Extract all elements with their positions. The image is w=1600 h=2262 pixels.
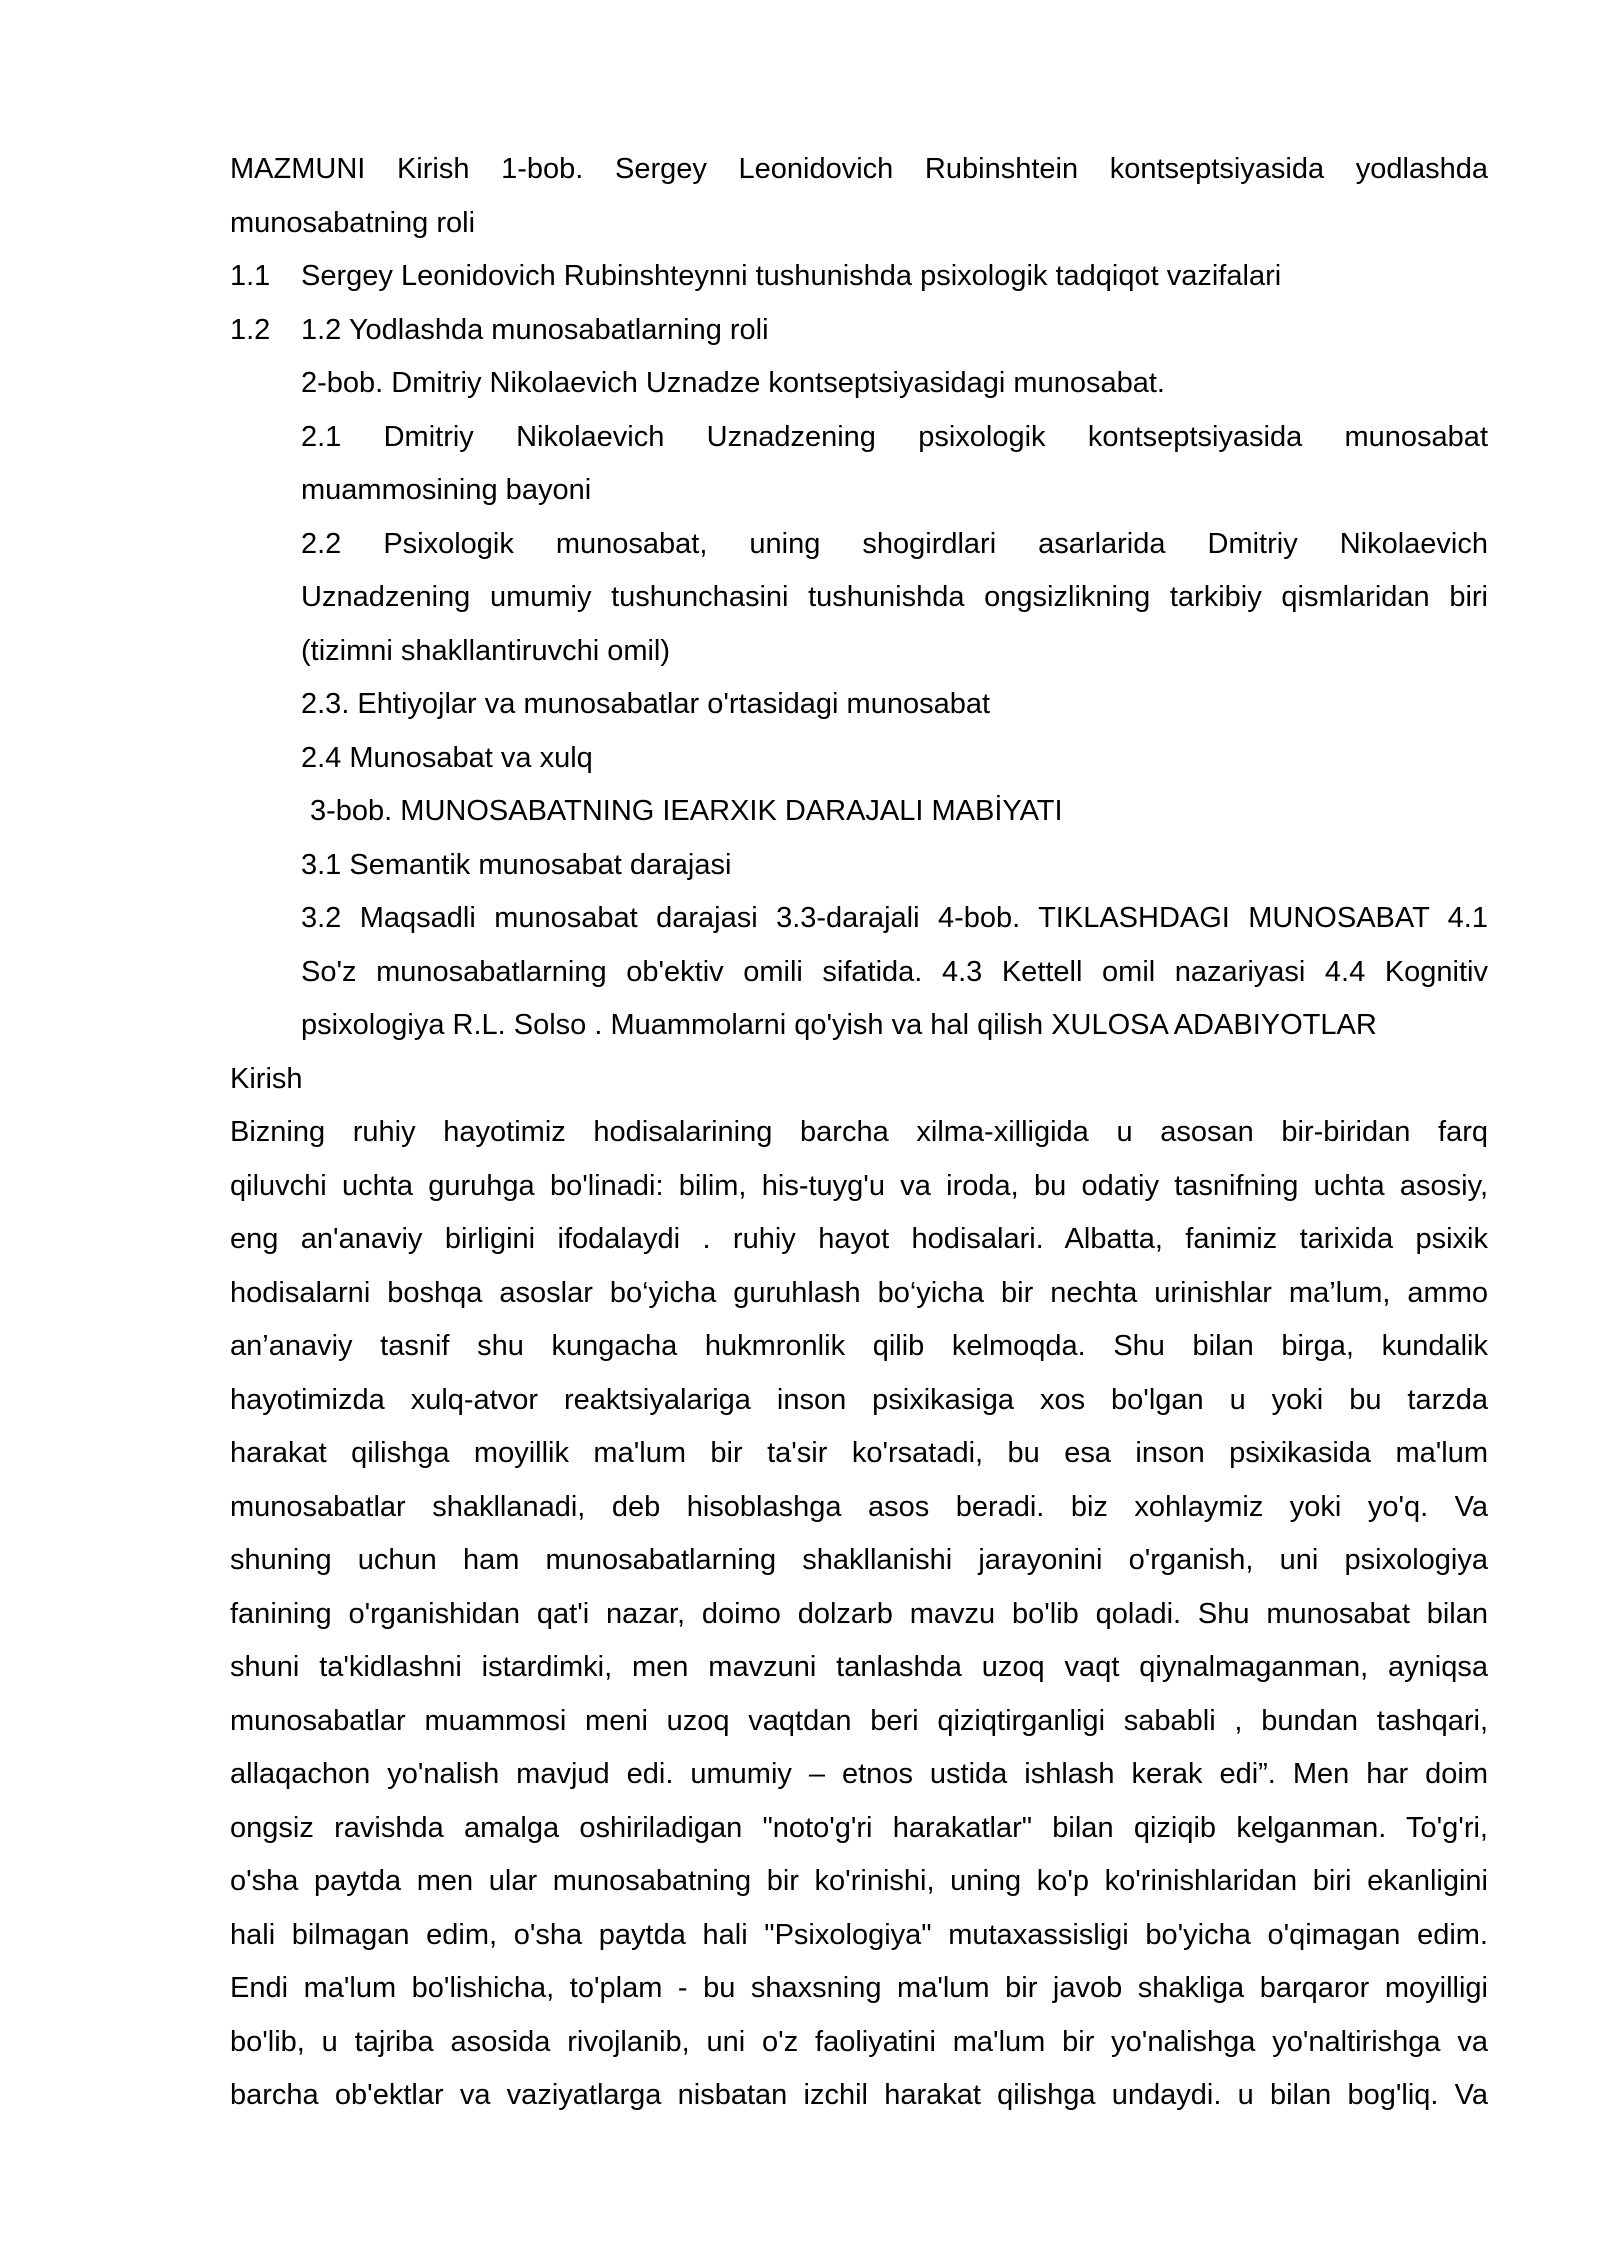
toc-line: munosabatning roli	[230, 206, 476, 239]
toc-chapter-3	[301, 785, 1488, 839]
toc-section-3-1: 3.1 Semantik munosabat darajasi	[301, 848, 732, 881]
paragraph-line: o'sha paytda men ular munosabatning bir ko'rinishi, uning ko'p ko'rinishlaridan biri ekanligini	[230, 1865, 1488, 1897]
paragraph-line: allaqachon yo'nalish mavjud edi. umumiy – etnos ustida ishlash kerak edi”. Men har doim	[230, 1758, 1488, 1790]
toc-chapter-3-text: 3-bob. MUNOSABATNING IEARXIK DARAJALI MABİYATI	[310, 795, 1063, 827]
paragraph-line: hayotimizda xulq-atvor reaktsiyalariga inson psixikasiga xos bo'lgan u yoki bu tarzda	[230, 1383, 1488, 1416]
paragraph-line: shuning uchun ham munosabatlarning shakllanishi jarayonini o'rganish, uni psixologiya	[230, 1544, 1488, 1576]
toc-item-1-1	[230, 250, 1488, 304]
toc-item-text: 1.2 Yodlashda munosabatlarning roli	[301, 313, 769, 346]
toc-section-3-2-cont: So'z munosabatlarning ob'ektiv omili sifatida. 4.3 Kettell omil nazariyasi 4.4 Kognitiv	[301, 955, 1488, 988]
toc-section-2-1-cont: muammosining bayoni	[301, 474, 592, 506]
paragraph-line: munosabatlar muammosi meni uzoq vaqtdan beri qiziqtirganligi sababli , bundan tashqari,	[230, 1704, 1488, 1737]
toc-line: MAZMUNI Kirish 1-bob. Sergey Leonidovich Rubinshtein kontseptsiyasida yodlashda	[230, 153, 1488, 185]
toc-item-number: 1.2	[230, 313, 271, 346]
paragraph-line: fanining o'rganishidan qat'i nazar, doimo dolzarb mavzu bo'lib qoladi. Shu munosabat bilan	[230, 1597, 1488, 1630]
toc-item-1-2	[230, 304, 1488, 358]
toc-section-3-2: 3.2 Maqsadli munosabat darajasi 3.3-darajali 4-bob. TIKLASHDAGI MUNOSABAT 4.1	[301, 902, 1488, 934]
table-of-contents	[230, 143, 1488, 1053]
toc-chapter-2: 2-bob. Dmitriy Nikolaevich Uznadze kontseptsiyasidagi munosabat.	[301, 367, 1165, 399]
toc-section-2-2: 2.2 Psixologik munosabat, uning shogirdlari asarlarida Dmitriy Nikolaevich	[301, 527, 1488, 560]
paragraph-line: eng an'anaviy birligini ifodalaydi . ruhiy hayot hodisalari. Albatta, fanimiz tarixida psixik	[230, 1223, 1488, 1255]
toc-section-3-2-cont: psixologiya R.L. Solso . Muammolarni qo'yish va hal qilish XULOSA ADABIYOTLAR	[301, 1009, 1377, 1041]
toc-section-2-4: 2.4 Munosabat va xulq	[301, 741, 593, 774]
paragraph-line: an’anaviy tasnif shu kungacha hukmronlik qilib kelmoqda. Shu bilan birga, kundalik	[230, 1330, 1488, 1362]
toc-section-2-1: 2.1 Dmitriy Nikolaevich Uznadzening psixologik kontseptsiyasida munosabat	[301, 420, 1488, 453]
paragraph-line: qiluvchi uchta guruhga bo'linadi: bilim, his-tuyg'u va iroda, bu odatiy tasnifning uchta asosiy,	[230, 1169, 1488, 1202]
toc-indented-block	[230, 357, 1488, 1053]
intro-heading: Kirish	[230, 1062, 303, 1095]
paragraph-line: barcha ob'ektlar va vaziyatlarga nisbatan izchil harakat qilishga undaydi. u bilan bog'liq. Va	[230, 2079, 1488, 2111]
paragraph-line: munosabatlar shakllanadi, deb hisoblashga asos beradi. biz xohlaymiz yoki yo'q. Va	[230, 1490, 1488, 1523]
toc-item-text: Sergey Leonidovich Rubinshteynni tushunishda psixologik tadqiqot vazifalari	[301, 260, 1282, 292]
paragraph-line: ongsiz ravishda amalga oshiriladigan "noto'g'ri harakatlar" bilan qiziqib kelganman. To'g'ri,	[230, 1811, 1488, 1844]
toc-section-2-3: 2.3. Ehtiyojlar va munosabatlar o'rtasidagi munosabat	[301, 688, 991, 720]
paragraph-line: shuni ta'kidlashni istardimki, men mavzuni tanlashda uzoq vaqt qiynalmaganman, ayniqsa	[230, 1651, 1488, 1683]
toc-section-2-2-cont: (tizimni shakllantiruvchi omil)	[301, 634, 671, 667]
intro-paragraph	[230, 1106, 1488, 2123]
paragraph-line: Bizning ruhiy hayotimiz hodisalarining barcha xilma-xilligida u asosan bir-biridan farq	[230, 1116, 1488, 1148]
toc-item-number: 1.1	[230, 260, 271, 292]
toc-section-2-2-cont: Uznadzening umumiy tushunchasini tushunishda ongsizlikning tarkibiy qismlaridan biri	[301, 581, 1488, 613]
paragraph-line: hali bilmagan edim, o'sha paytda hali "Psixologiya" mutaxassisligi bo'yicha o'qimagan edim.	[230, 1918, 1488, 1951]
paragraph-line: harakat qilishga moyillik ma'lum bir ta'sir ko'rsatadi, bu esa inson psixikasida ma'lum	[230, 1437, 1488, 1469]
document-page	[230, 143, 1488, 2123]
paragraph-line: Endi ma'lum bo'lishicha, to'plam - bu shaxsning ma'lum bir javob shakliga barqaror moyilligi	[230, 1972, 1488, 2004]
paragraph-line: bo'lib, u tajriba asosida rivojlanib, uni o'z faoliyatini ma'lum bir yo'nalishga yo'naltirishga va	[230, 2025, 1488, 2058]
paragraph-line: hodisalarni boshqa asoslar bo‘yicha guruhlash bo‘yicha bir nechta urinishlar ma’lum, ammo	[230, 1276, 1488, 1309]
